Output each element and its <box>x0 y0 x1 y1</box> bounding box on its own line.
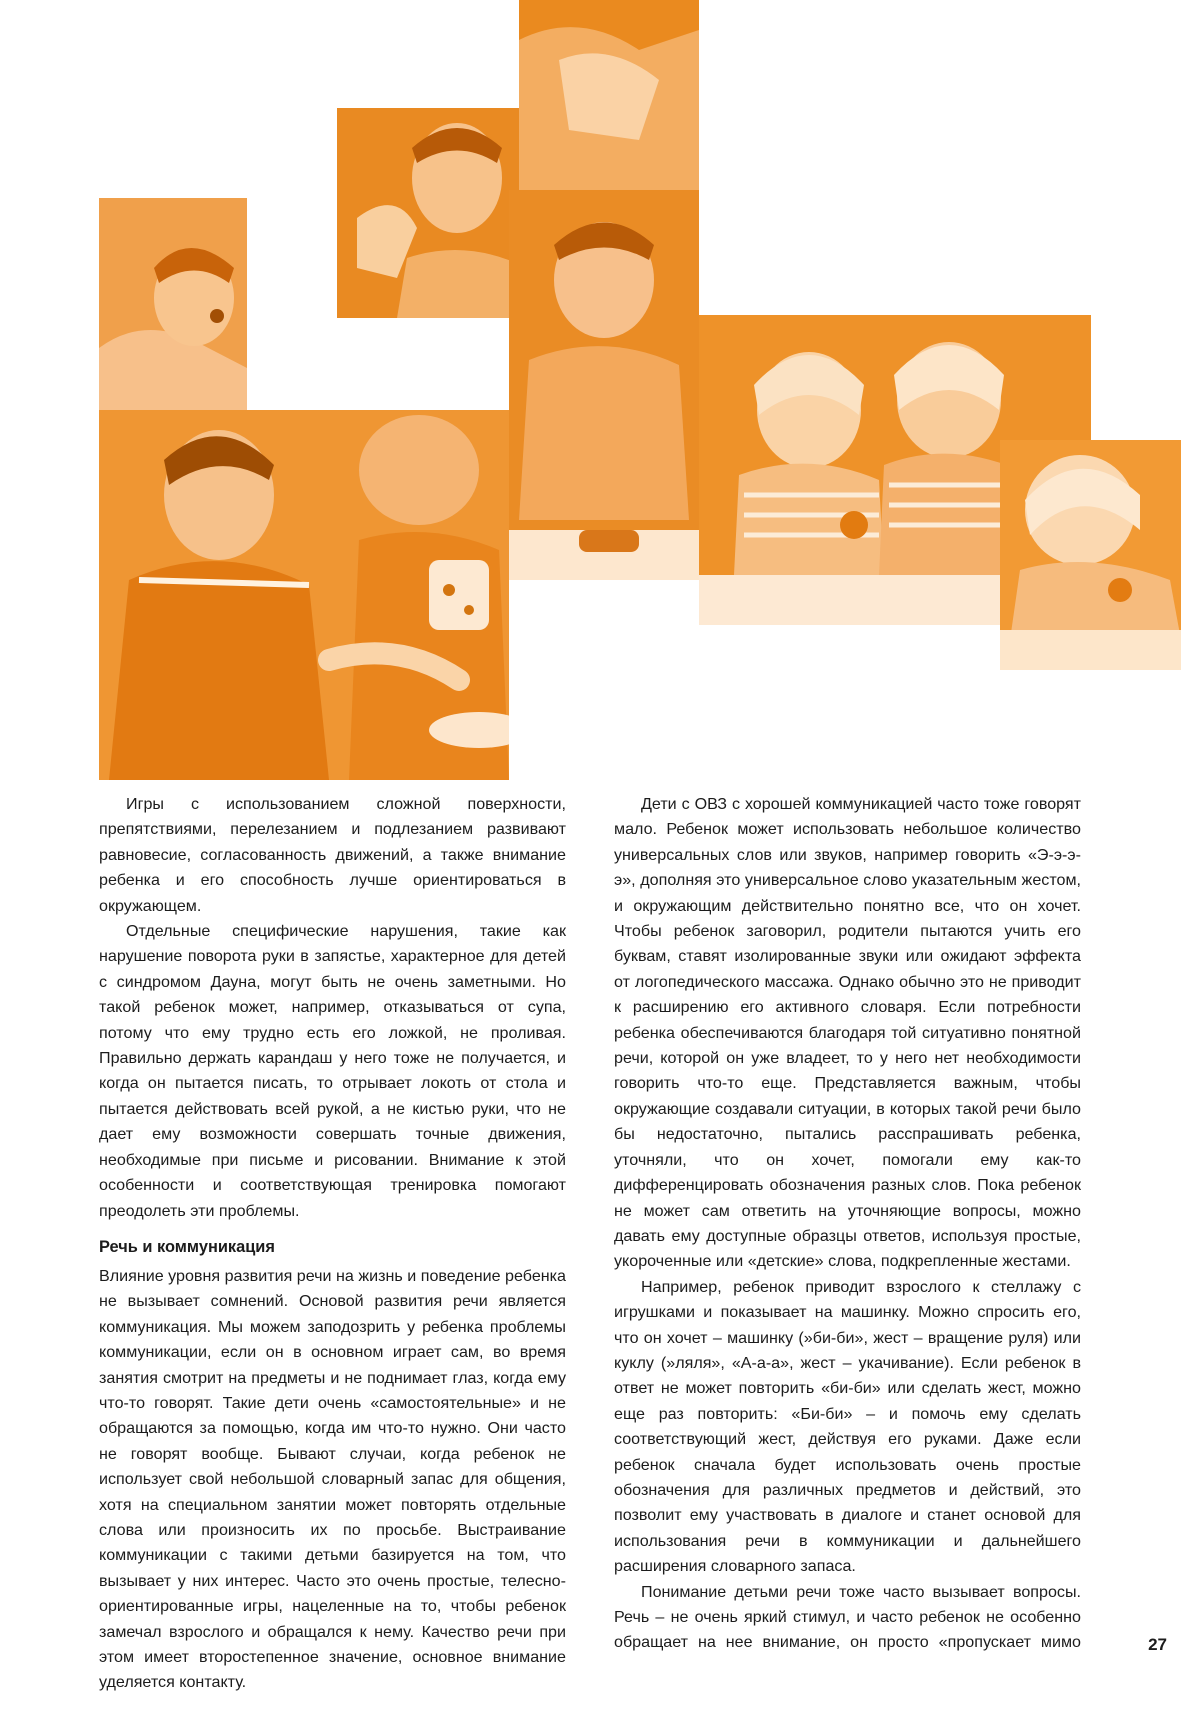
photo-boy-with-toy <box>99 410 509 780</box>
paragraph: Дети с ОВЗ с хорошей коммуникацией часто тоже говорят мало. Ребенок может использовать небольшое количество универсальных слов или звуков, например говорить «Э-э-э-э», дополняя это универсальное слово указательным жестом, и окружающим действительно понятно все, что он хочет. Чтобы ребенок заговорил, родители пытаются учить его буквам, ставят изолированные звуки или ожидают эффекта от логопедического массажа. Однако обычно это не приводит к расширению его активного словаря. Если потребности ребенка обеспечиваются благодаря той ситуативно понятной речи, которой он уже владеет, то у него нет необходимости говорить что-то еще. Представляется важным, чтобы окружающие создавали ситуации, в которых такой речи было бы недостаточно, пытались расспрашивать ребенка, уточняли, что он хочет, помогали ему как-то дифференцировать обозначения разных слов. Пока ребенок не может сам ответить на уточняющие вопросы, можно давать ему доступные образцы ответов, используя простые, укороченные или «детские» слова, подкрепленные жестами. <box>614 795 1081 1271</box>
paragraph: Например, ребенок приводит взрослого к стеллажу с игрушками и показывает на машинку. Можно спросить его, что он хочет – машинку (»би-би», жест – вращение руля) или куклу (»ляля», «А-а-а», жест – укачивание). Если ребенок в ответ не может повторить «би-би» или сделать жест, можно еще раз повторить: «Би-би» – и помочь ему сделать соответствующий жест, действуя его руками. Даже если ребенок сначала будет использовать очень простые обозначения для различных предметов и действий, это позволит ему участвовать в диалоге и станет основой для использования речи в коммуникации и дальнейшего расширения словарного запаса. <box>614 1277 1081 1576</box>
photo-top-right-illustration <box>519 0 699 200</box>
photo-boy-left-illustration <box>99 198 247 420</box>
right-column <box>614 792 1081 1656</box>
photo-girl-right <box>1000 440 1181 670</box>
paragraph: Отдельные специфические нарушения, такие как нарушение поворота руки в запястье, характерное для детей с синдромом Дауна, могут быть не очень заметными. Но такой ребенок может, например, отказываться от супа, потому что ему трудно есть его ложкой, не проливая. Правильно держать карандаш у него тоже не получается, и когда он пытается писать, то отрывает локоть от стола и пытается действовать всей рукой, а не кистью руки, что не дает ему возможности совершать точные движения, необходимые при письме и рисовании. Внимание к этой особенности и соответствующая тренировка помогают преодолеть эти проблемы. <box>99 922 566 1220</box>
photo-girl-right-illustration <box>1000 440 1181 670</box>
photo-boy-hand <box>337 108 537 318</box>
photo-boy-hand-illustration <box>337 108 537 318</box>
photo-collage <box>0 0 1181 780</box>
paragraph: Игры с использованием сложной поверхности, препятствиями, перелезанием и подлезанием развивают равновесие, согласованность движений, а также внимание ребенка и его способность лучше ориентироваться в окружающем. <box>99 795 566 915</box>
photo-boy-at-table <box>509 190 699 580</box>
photo-boy-at-table-illustration <box>509 190 699 580</box>
page-number: 27 <box>1148 1635 1167 1654</box>
photo-top-right <box>519 0 699 200</box>
photo-boy-with-toy-illustration <box>99 410 509 780</box>
paragraph: Влияние уровня развития речи на жизнь и поведение ребенка не вызывает сомнений. Основой развития речи является коммуникация. Мы можем заподозрить у ребенка проблемы коммуникации, если он в основном играет сам, во время занятия смотрит на предметы и не поднимает глаз, когда ему что-то говорят. Такие дети очень «самостоятельные» и не обращаются за помощью, когда им что-то нужно. Они часто не говорят вообще. Бывают случаи, когда ребенок не использует свой небольшой словарный запас для общения, хотя на специальном занятии может повторять отдельные слова или произносить их по просьбе. Выстраивание коммуникации с такими детьми базируется на том, что вызывает у них интерес. Часто это очень простые, телесно-ориентированные игры, нацеленные на то, чтобы ребенок замечал взрослого и обращался к нему. Качество речи при этом имеет второстепенное значение, основное внимание уделяется контакту. <box>99 1266 566 1692</box>
section-heading: Речь и коммуникация <box>99 1237 275 1256</box>
paragraph: Понимание детьми речи тоже часто вызывает вопросы. Речь – не очень яркий стимул, и часто ребенок не особенно обращает на нее внимание, он просто «пропускает мимо <box>614 1582 1081 1652</box>
left-column <box>99 792 566 1696</box>
photo-boy-left <box>99 198 247 420</box>
